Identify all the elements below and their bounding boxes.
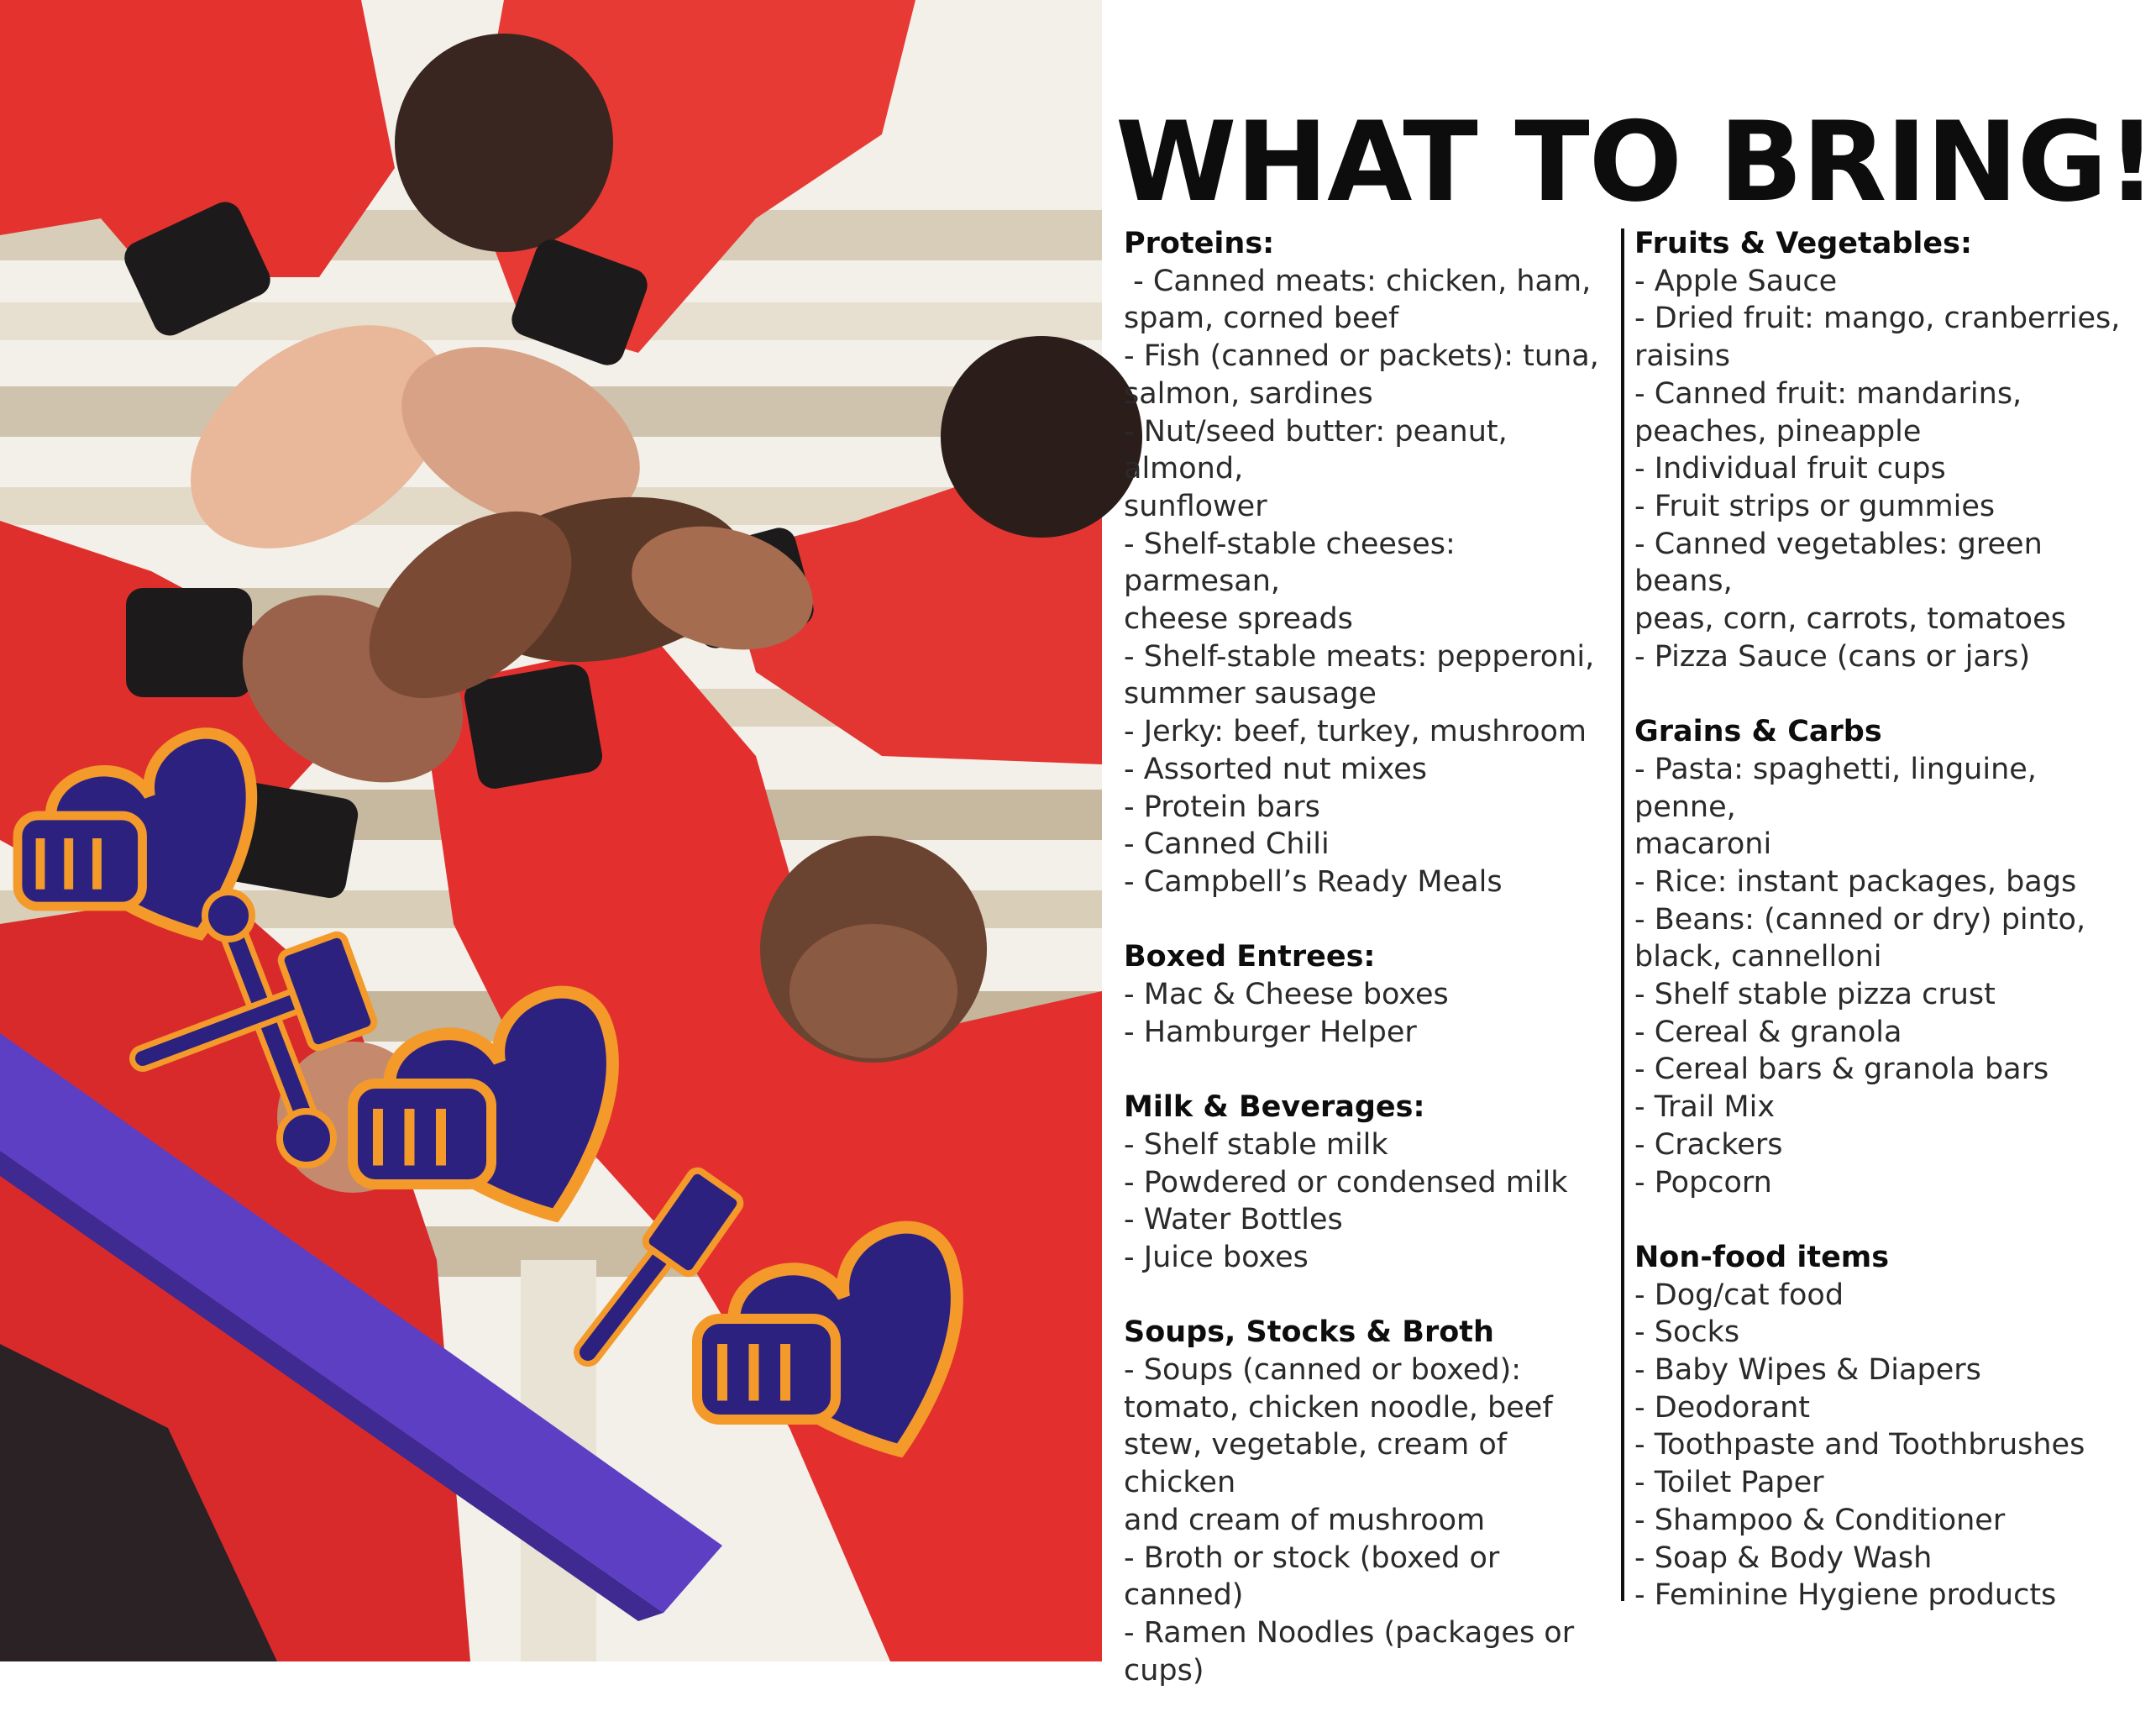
column-divider [1621, 228, 1624, 1601]
list-item: - Shelf stable milk [1124, 1127, 1388, 1162]
list-item: - Socks [1634, 1315, 1740, 1350]
person-face [789, 924, 957, 1058]
section-grains-carbs [1634, 713, 2138, 1201]
section-title: Grains & Carbs [1634, 715, 1882, 749]
section-proteins [1124, 225, 1619, 901]
list-item: - Shampoo & Conditioner [1634, 1503, 2006, 1537]
list-item: - Individual fruit cups [1634, 452, 1946, 486]
list-item: - Soups (canned or boxed): [1124, 1353, 1522, 1388]
section-title: Fruits & Vegetables: [1634, 227, 1972, 260]
section-title: Milk & Beverages: [1124, 1090, 1425, 1125]
list-item: - Canned meats: chicken, ham, [1124, 264, 1592, 298]
list-item: cheese spreads [1124, 602, 1353, 637]
section-soups-stocks-broth [1124, 1314, 1619, 1689]
list-item: - Campbell’s Ready Meals [1124, 864, 1503, 899]
list-item: - Broth or stock (boxed or canned) [1124, 1541, 1500, 1613]
team-huddle-photo [0, 0, 1102, 1661]
list-item: - Apple Sauce [1634, 264, 1838, 298]
list-item: peaches, pineapple [1634, 414, 1922, 449]
list-item: stew, vegetable, cream of chicken [1124, 1428, 1508, 1500]
section-boxed-entrees [1124, 938, 1619, 1051]
list-item: - Toothpaste and Toothbrushes [1634, 1428, 2085, 1462]
list-item: - Assorted nut mixes [1124, 752, 1428, 786]
list-item: - Feminine Hygiene products [1634, 1578, 2057, 1613]
right-column [1634, 225, 2138, 1652]
section-title: Proteins: [1124, 227, 1275, 260]
list-item: - Mac & Cheese boxes [1124, 978, 1449, 1012]
section-milk-beverages [1124, 1089, 1619, 1277]
list-item: - Canned fruit: mandarins, [1634, 376, 2022, 411]
section-title: Boxed Entrees: [1124, 940, 1376, 974]
list-item: - Cereal bars & granola bars [1634, 1052, 2049, 1087]
list-item: - Shelf stable pizza crust [1634, 978, 1996, 1012]
list-item: - Jerky: beef, turkey, mushroom [1124, 715, 1587, 749]
list-item: black, cannelloni [1634, 940, 1882, 974]
list-item: cups) [1124, 1653, 1204, 1688]
list-item: - Beans: (canned or dry) pinto, [1634, 902, 2086, 937]
list-item: salmon, sardines [1124, 376, 1373, 411]
list-item: raisins [1634, 339, 1730, 374]
list-item: - Hamburger Helper [1124, 1015, 1417, 1049]
list-item: spam, corned beef [1124, 302, 1399, 336]
list-item: - Shelf-stable cheeses: parmesan, [1124, 527, 1456, 599]
left-column [1124, 225, 1619, 1727]
list-item: - Pizza Sauce (cans or jars) [1634, 639, 2031, 674]
section-fruits-vegetables [1634, 225, 2138, 675]
page-title: WHAT TO BRING! [1115, 97, 2156, 226]
person-head [395, 34, 613, 252]
section-title: Soups, Stocks & Broth [1124, 1315, 1494, 1350]
list-item: summer sausage [1124, 677, 1377, 711]
list-item: - Dog/cat food [1634, 1278, 1844, 1312]
section-non-food-items [1634, 1239, 2138, 1614]
list-item: - Powdered or condensed milk [1124, 1165, 1568, 1199]
list-item: - Water Bottles [1124, 1203, 1343, 1237]
list-item: and cream of mushroom [1124, 1503, 1486, 1537]
list-item: - Cereal & granola [1634, 1015, 1902, 1049]
list-item: tomato, chicken noodle, beef [1124, 1390, 1553, 1425]
jacket-cuff [126, 588, 252, 697]
list-item: - Popcorn [1634, 1165, 1772, 1199]
list-item: - Juice boxes [1124, 1240, 1309, 1274]
team-huddle-illustration [0, 0, 1102, 1661]
list-item: - Trail Mix [1634, 1090, 1776, 1125]
list-item: - Canned vegetables: green beans, [1634, 527, 2043, 599]
list-item: - Toilet Paper [1634, 1466, 1824, 1500]
list-item: - Deodorant [1634, 1390, 1811, 1425]
list-item: - Ramen Noodles (packages or [1124, 1615, 1575, 1650]
list-item: - Rice: instant packages, bags [1634, 864, 2077, 899]
list-item: sunflower [1124, 489, 1267, 523]
list-item: - Soap & Body Wash [1634, 1541, 1933, 1575]
person-head [941, 336, 1142, 538]
list-item: - Shelf-stable meats: pepperoni, [1124, 639, 1595, 674]
list-item: - Dried fruit: mango, cranberries, [1634, 302, 2121, 336]
list-item: - Canned Chili [1124, 827, 1330, 862]
list-item: macaroni [1634, 827, 1772, 862]
list-item: - Protein bars [1124, 790, 1320, 824]
list-item: - Nut/seed butter: peanut, almond, [1124, 414, 1508, 486]
section-title: Non-food items [1634, 1240, 1890, 1274]
list-item: - Baby Wipes & Diapers [1634, 1353, 1981, 1388]
list-item: - Crackers [1634, 1127, 1783, 1162]
list-item: - Fish (canned or packets): tuna, [1124, 339, 1599, 374]
list-item: peas, corn, carrots, tomatoes [1634, 602, 2066, 637]
list-item: - Fruit strips or gummies [1634, 489, 1996, 523]
list-item: - Pasta: spaghetti, linguine, penne, [1634, 752, 2037, 824]
